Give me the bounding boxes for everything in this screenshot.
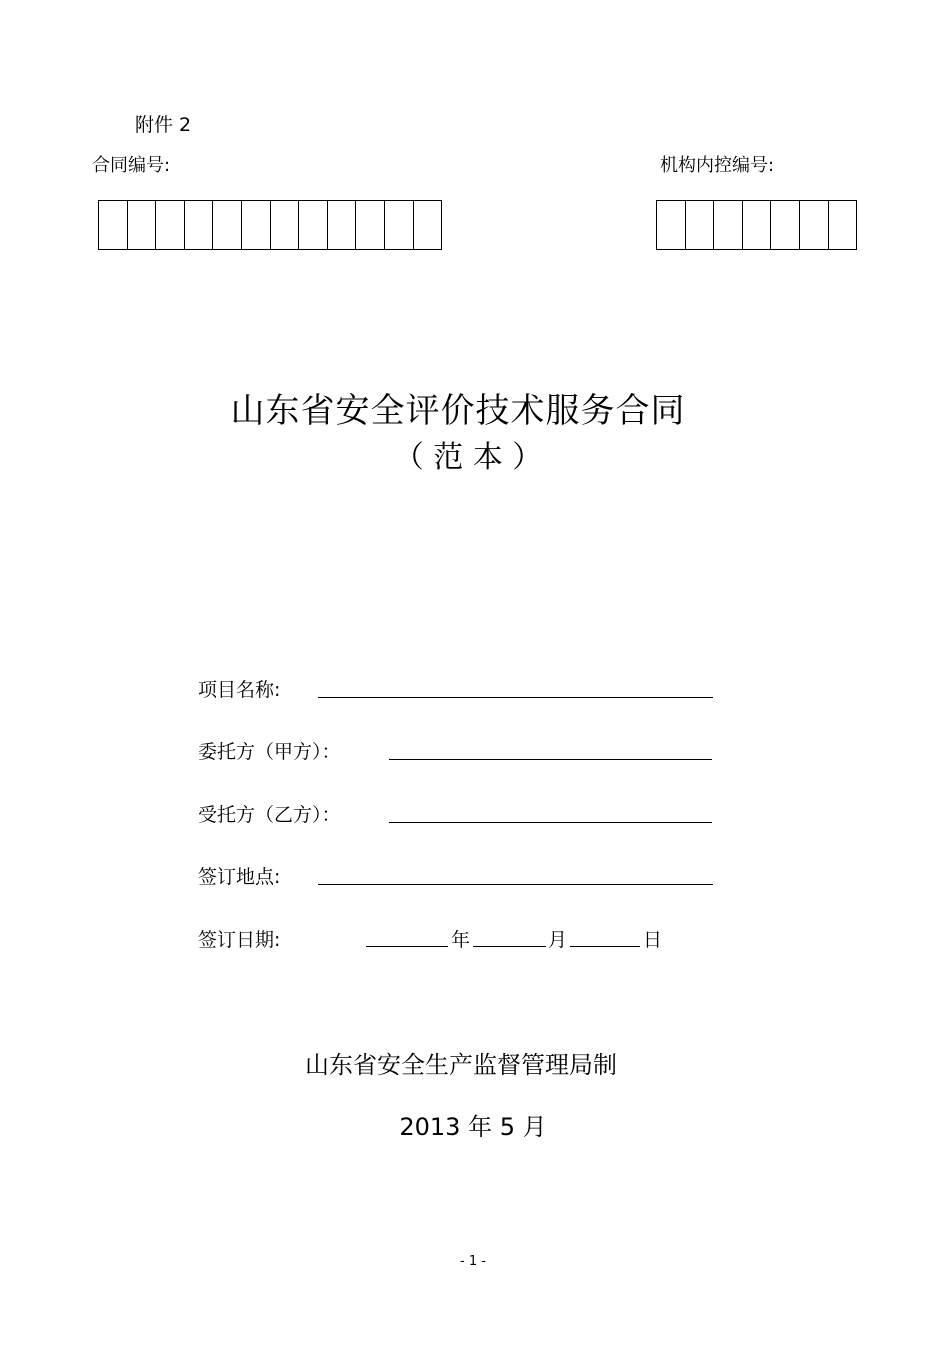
page-number: - 1 - (460, 1254, 486, 1269)
contract-number-cell[interactable] (156, 201, 185, 249)
inner-control-number-boxes (656, 200, 857, 250)
issue-date: 2013 年 5 月 (399, 1113, 547, 1141)
contract-number-cell[interactable] (128, 201, 157, 249)
contract-number-cell[interactable] (414, 201, 443, 249)
day-label: 日 (643, 929, 663, 951)
contractor-label: 受托方（乙方）： (198, 804, 341, 826)
contract-number-cell[interactable] (185, 201, 214, 249)
inner-control-number-cell[interactable] (743, 201, 772, 249)
contract-number-boxes (98, 200, 442, 250)
inner-control-number-cell[interactable] (657, 201, 686, 249)
day-line[interactable] (570, 946, 640, 947)
document-title: 山东省安全评价技术服务合同 (230, 391, 686, 431)
project-name-label: 项目名称: (198, 679, 281, 701)
contractor-line[interactable] (389, 822, 712, 823)
contract-number-cell[interactable] (385, 201, 414, 249)
inner-control-number-label: 机构内控编号: (660, 155, 775, 176)
signing-date-label: 签订日期: (198, 929, 281, 951)
project-name-line[interactable] (318, 697, 713, 698)
year-label: 年 (451, 929, 471, 951)
attachment-label: 附件 2 (135, 114, 192, 136)
contract-number-cell[interactable] (271, 201, 300, 249)
inner-control-number-cell[interactable] (686, 201, 715, 249)
contract-number-cell[interactable] (328, 201, 357, 249)
client-label: 委托方（甲方）： (198, 741, 341, 763)
contract-number-cell[interactable] (213, 201, 242, 249)
document-subtitle: （ 范 本 ） (393, 440, 543, 475)
contract-number-cell[interactable] (99, 201, 128, 249)
month-line[interactable] (473, 946, 546, 947)
client-line[interactable] (389, 759, 712, 760)
contract-number-cell[interactable] (299, 201, 328, 249)
month-label: 月 (548, 929, 568, 951)
year-line[interactable] (366, 946, 448, 947)
inner-control-number-cell[interactable] (800, 201, 829, 249)
inner-control-number-cell[interactable] (771, 201, 800, 249)
contract-number-cell[interactable] (242, 201, 271, 249)
issuer: 山东省安全生产监督管理局制 (305, 1051, 617, 1079)
contract-number-cell[interactable] (356, 201, 385, 249)
signing-place-label: 签订地点: (198, 866, 281, 888)
signing-place-line[interactable] (318, 884, 713, 885)
inner-control-number-cell[interactable] (829, 201, 858, 249)
inner-control-number-cell[interactable] (714, 201, 743, 249)
contract-number-label: 合同编号: (92, 155, 171, 176)
